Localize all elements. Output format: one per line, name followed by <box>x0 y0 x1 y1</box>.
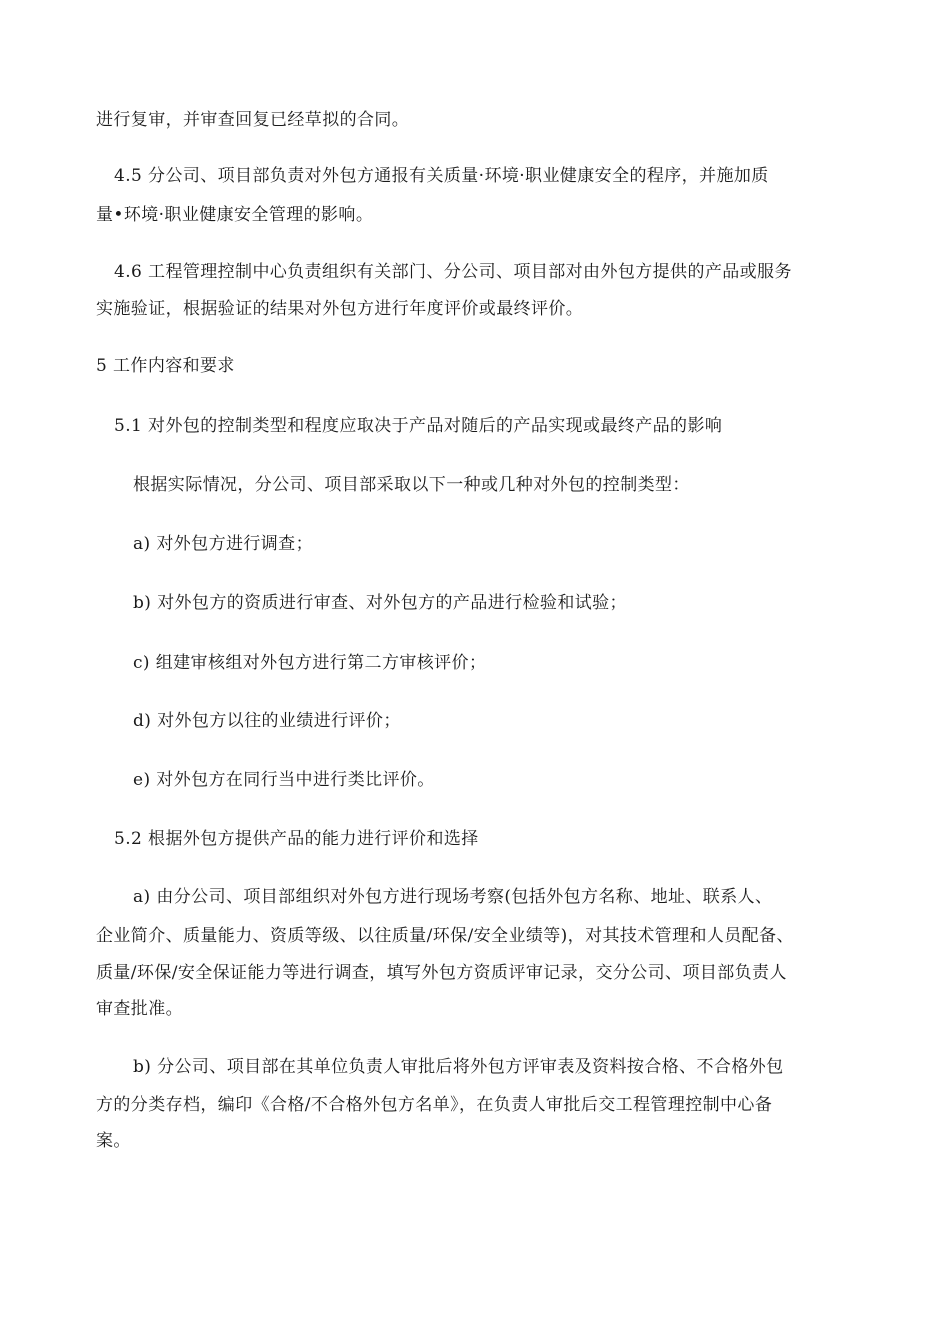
section-5-2-b-line-3: 案。 <box>96 1131 131 1151</box>
section-5-2-heading: 5.2 根据外包方提供产品的能力进行评价和选择 <box>114 829 479 849</box>
clause-4-5-line-1: 4.5 分公司、项目部负责对外包方通报有关质量·环境·职业健康安全的程序，并施加质 <box>114 166 769 186</box>
clause-4-6-line-2: 实施验证，根据验证的结果对外包方进行年度评价或最终评价。 <box>96 299 584 319</box>
section-5-2-a-line-3: 质量/环保/安全保证能力等进行调查，填写外包方资质评审记录，交分公司、项目部负责人 <box>96 963 787 983</box>
list-item-b: b) 对外包方的资质进行审查、对外包方的产品进行检验和试验； <box>133 593 627 613</box>
section-5-2-a-line-4: 审查批准。 <box>96 999 183 1019</box>
paragraph-line: 进行复审，并审查回复已经草拟的合同。 <box>96 110 410 130</box>
section-5-1-intro: 根据实际情况，分公司、项目部采取以下一种或几种对外包的控制类型： <box>133 475 690 495</box>
list-item-c: c) 组建审核组对外包方进行第二方审核评价； <box>133 653 487 673</box>
list-item-e: e) 对外包方在同行当中进行类比评价。 <box>133 770 435 790</box>
list-item-d: d) 对外包方以往的业绩进行评价； <box>133 711 401 731</box>
section-5-2-b-line-2: 方的分类存档，编印《合格/不合格外包方名单》，在负责人审批后交工程管理控制中心备 <box>96 1095 773 1115</box>
section-5-heading: 5 工作内容和要求 <box>96 356 235 376</box>
list-item-a: a) 对外包方进行调查； <box>133 534 313 554</box>
clause-4-5-line-2: 量•环境·职业健康安全管理的影响。 <box>96 205 374 225</box>
section-5-1-heading: 5.1 对外包的控制类型和程度应取决于产品对随后的产品实现或最终产品的影响 <box>114 416 723 436</box>
clause-4-6-line-1: 4.6 工程管理控制中心负责组织有关部门、分公司、项目部对由外包方提供的产品或服务 <box>114 262 792 282</box>
section-5-2-a-line-2: 企业简介、质量能力、资质等级、以往质量/环保/安全业绩等)，对其技术管理和人员配备、 <box>96 926 794 946</box>
section-5-2-a-line-1: a) 由分公司、项目部组织对外包方进行现场考察(包括外包方名称、地址、联系人、 <box>133 887 773 907</box>
section-5-2-b-line-1: b) 分公司、项目部在其单位负责人审批后将外包方评审表及资料按合格、不合格外包 <box>133 1057 784 1077</box>
